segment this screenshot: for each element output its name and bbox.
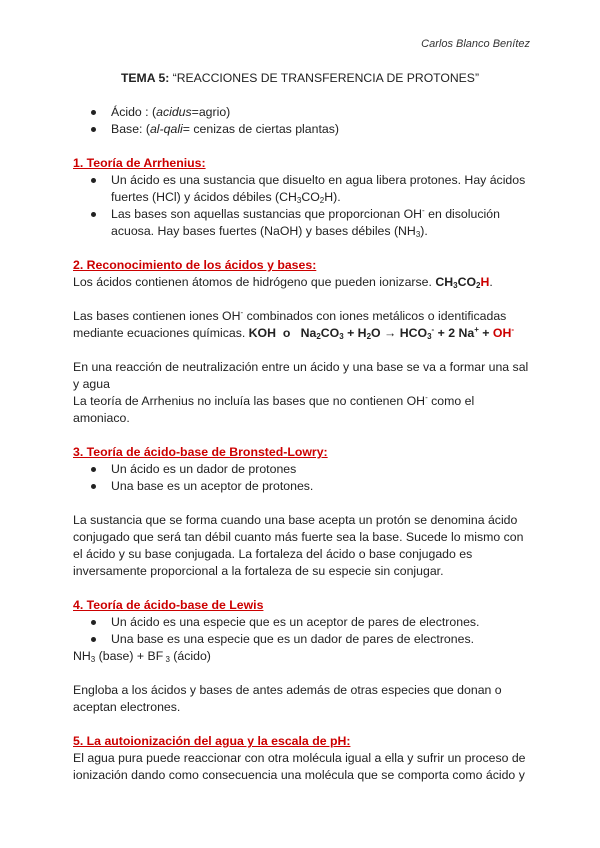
formula-part: (base) + BF: [95, 649, 164, 663]
formula-part: CO: [320, 326, 340, 340]
latin-term: acidus: [156, 105, 192, 119]
paragraph: [73, 274, 533, 291]
paragraph: El agua pura puede reaccionar con otra molécula igual a ella y sufrir un proceso de ionización dando como consecuencia una molécula que se comporta como ácido y: [73, 751, 526, 782]
text-fragment: .: [489, 275, 493, 289]
page-title: [0, 71, 600, 85]
formula-part: O → HCO: [371, 326, 428, 340]
list-item: Un ácido es un dador de protones: [111, 461, 533, 478]
text-fragment: = cenizas de ciertas plantas): [182, 122, 339, 136]
subscript: 2: [316, 332, 321, 341]
text-fragment: Ácido : (: [111, 105, 157, 119]
section-heading-arrhenius: 1. Teoría de Arrhenius:: [73, 156, 206, 170]
text-fragment: Los ácidos contienen átomos de hidrógeno que pueden ionizarse.: [73, 275, 436, 289]
section-heading-lewis: 4. Teoría de ácido-base de Lewis: [73, 598, 264, 612]
paragraph: Engloba a los ácidos y bases de antes además de otras especies que donan o aceptan electrones.: [73, 683, 502, 714]
superscript: +: [474, 325, 479, 334]
bronsted-list: [73, 461, 533, 495]
formula-part: KOH o Na: [248, 326, 317, 340]
list-item: [111, 172, 533, 206]
subscript: 3: [163, 655, 170, 664]
list-item: [111, 121, 533, 138]
formula-part: (ácido): [169, 649, 211, 663]
formula-part: + H: [343, 326, 367, 340]
text-fragment: Las bases son aquellas sustancias que proporcionan OH: [111, 207, 423, 221]
superscript: -: [425, 393, 428, 402]
arabic-term: al-qali: [149, 122, 183, 136]
formula-acetic-acid: [435, 275, 489, 289]
document-body: [73, 104, 533, 784]
formula-part: NH: [73, 649, 91, 663]
text-fragment: en disolución acuosa. Hay bases fuertes (NaOH) y bases débiles (NH: [111, 207, 500, 238]
text-fragment: como el amoniaco.: [73, 394, 475, 425]
text-fragment: =agrio): [191, 105, 231, 119]
text-fragment: Las bases contienen iones OH: [73, 309, 241, 323]
paragraph: [73, 308, 533, 342]
list-item: Una base es una especie que es un dador de pares de electrones.: [111, 631, 533, 648]
intro-list: [73, 104, 533, 138]
list-item: [111, 206, 533, 240]
lewis-list: [73, 614, 533, 648]
paragraph: En una reacción de neutralización entre un ácido y una base se va a formar una sal y agua: [73, 360, 529, 391]
formula-part: + 2 Na: [434, 326, 475, 340]
text-fragment: combinados con iones metálicos o identificadas mediante ecuaciones químicas.: [73, 309, 507, 340]
formula-part: +: [478, 326, 493, 340]
list-item: [111, 104, 533, 121]
text-fragment: Base: (: [111, 122, 150, 136]
list-item: Una base es un aceptor de protones.: [111, 478, 533, 495]
highlighted-hydroxide: OH: [492, 326, 512, 340]
paragraph: [73, 393, 533, 427]
subscript: 2: [319, 196, 325, 205]
text-fragment: ).: [420, 224, 428, 238]
title-label: TEMA 5:: [120, 71, 170, 85]
subscript: 2: [366, 332, 372, 341]
section-heading-recognition: 2. Reconocimiento de los ácidos y bases:: [73, 258, 317, 272]
lewis-equation: [73, 648, 533, 665]
superscript: -: [431, 325, 435, 334]
formula-part: CO: [457, 275, 477, 289]
text-fragment: H).: [324, 190, 341, 204]
author-name: Carlos Blanco Benítez: [421, 38, 530, 50]
subscript: 3: [339, 332, 344, 341]
subscript: 3: [296, 196, 302, 205]
formula-part: CH: [435, 275, 454, 289]
superscript: -: [511, 325, 514, 334]
section-heading-bronsted-lowry: 3. Teoría de ácido-base de Bronsted-Lowry:: [73, 445, 328, 459]
subscript: 3: [90, 655, 96, 664]
title-text: “REACCIONES DE TRANSFERENCIA DE PROTONES”: [169, 71, 479, 85]
paragraph: La sustancia que se forma cuando una base acepta un protón se denomina ácido conjugado que será tan débil cuanto más fuerte sea la base. Sucede lo mismo con el ácido y su base conjugada. La fortaleza del ácido o base conjugado es inversamente proporcional a la fortaleza de su especie sin conjugar.: [73, 513, 524, 578]
text-fragment: CO: [301, 190, 320, 204]
subscript: 3: [427, 332, 432, 341]
highlighted-hydrogen: H: [480, 275, 490, 289]
subscript: 2: [476, 281, 481, 290]
subscript: 3: [453, 281, 458, 290]
subscript: 3: [415, 230, 421, 239]
chemical-equation: [249, 326, 514, 340]
superscript: -: [240, 308, 244, 317]
superscript: -: [422, 206, 425, 215]
text-fragment: Un ácido es una sustancia que disuelto en agua libera protones. Hay ácidos fuertes (HCl) y ácidos débiles (CH: [111, 173, 526, 204]
list-item: Un ácido es una especie que es un aceptor de pares de electrones.: [111, 614, 533, 631]
text-fragment: La teoría de Arrhenius no incluía las bases que no contienen OH: [73, 394, 426, 408]
section-heading-autoionization: 5. La autoionización del agua y la escala de pH:: [73, 734, 351, 748]
arrhenius-list: [73, 172, 533, 240]
